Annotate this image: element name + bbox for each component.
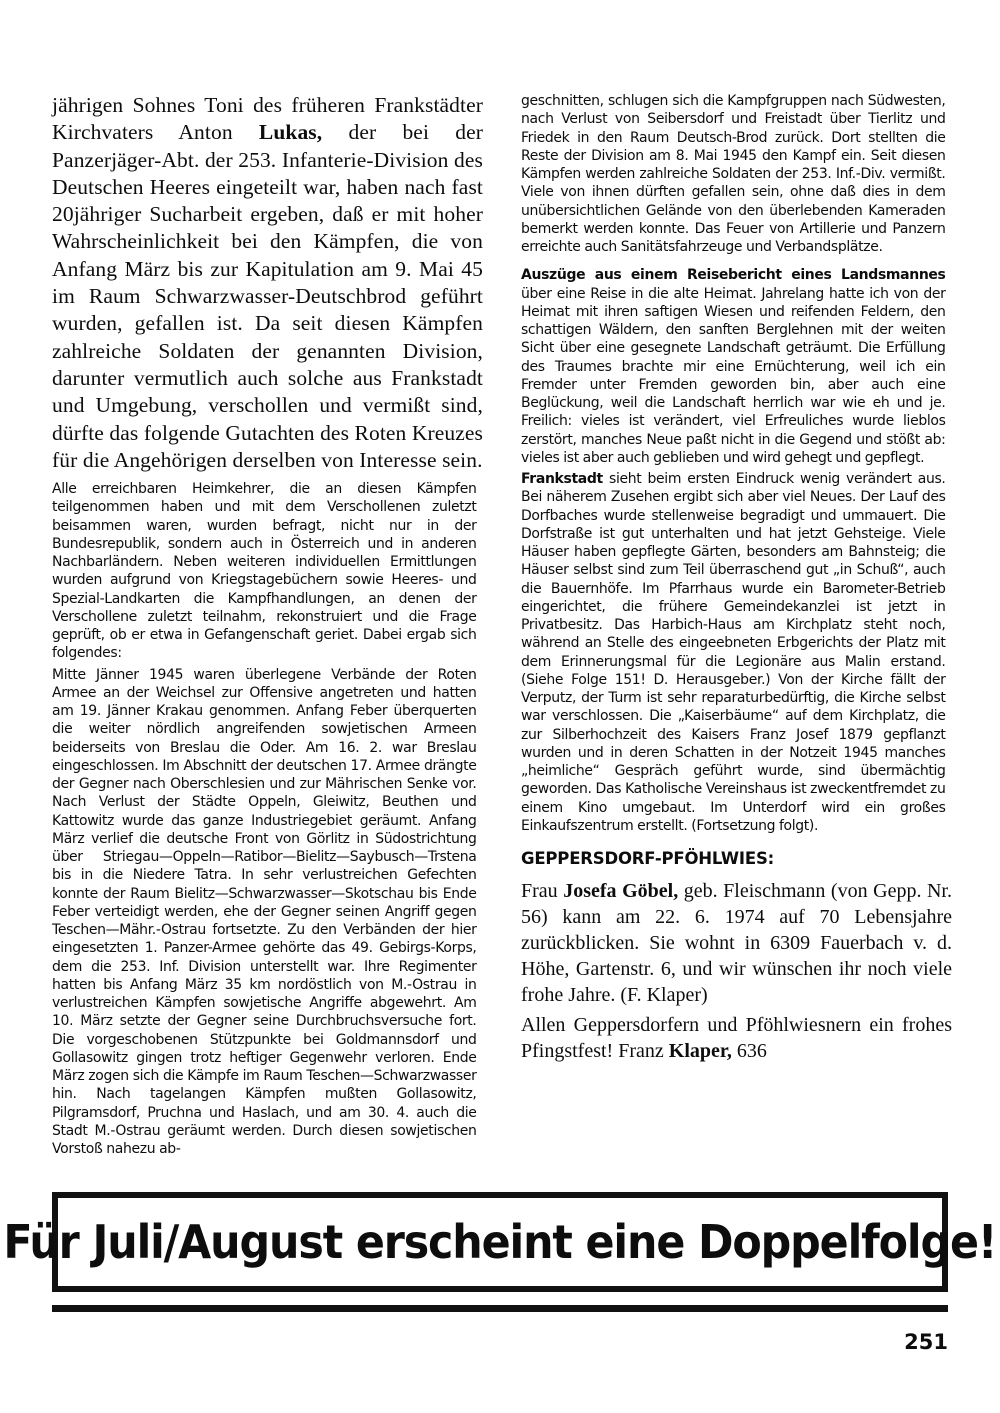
greeting-suffix: 636 bbox=[731, 1040, 767, 1062]
left-column bbox=[52, 92, 483, 1161]
left-paragraph-2: Alle erreichbaren Heimkehrer, die an diesen Kämpfen teilgenommen haben und mit dem Verschollenen zuletzt beisammen waren, wurden befragt, nicht nur in der Bundesrepublik, sondern auch in Österreich und in anderen Nachbarländern. Neben weiteren individuellen Ermittlungen wurden aufgrund von Kriegstagebüchern sowie Heeres- und Spezial-Landkarten die Kampfhandlungen, an denen der Verschollene zuletzt teilnahm, rekonstruiert und die Frage geprüft, ob er etwa in Gefangenschaft geriet. Dabei ergab sich folgendes: bbox=[52, 481, 477, 662]
announcement-banner bbox=[3, 1192, 997, 1292]
right-column bbox=[521, 92, 952, 1161]
left-paragraph-3: Mitte Jänner 1945 waren überlegene Verbände der Roten Armee an der Weichsel zur Offensive angetreten und hatten am 19. Jänner Krakau genommen. Anfang Feber überquerten die weiter nördlich angreifenden sowjetischen Armeen beiderseits von Breslau die Oder. Am 16. 2. war Breslau eingeschlossen. Im Abschnitt der deutschen 17. Armee drängte der Gegner nach Oberschlesien und zur Mährischen Senke vor. Nach Verlust der Städte Oppeln, Gleiwitz, Beuthen und Kattowitz wurde das ganze Industriegebiet geräumt. Anfang März verlief die deutsche Front von Görlitz in Südostrichtung über Striegau—Oppeln—Ratibor—Bielitz—Saybusch—Trstena bis in die Niedere Tatra. In sehr verlustreichen Gefechten konnte der Raum Bielitz—Schwarzwasser—Skotschau bis Ende Feber verteidigt werden, ehe der Gegner seinen Angriff gegen Teschen—Mähr.-Ostrau fortsetzte. Zu den Verbänden der hier eingesetzten 1. Panzer-Armee gehörte das 49. Gebirgs-Korps, dem die 253. Inf. Division unterstellt war. Ihre Regimenter hatten bis Anfang März 35 km nordöstlich von M.-Ostrau in verlustreichen Kämpfen sowjetische Angriffe abgewehrt. Am 10. März setzte der Gegner seine Durchbruchsversuche fort. Die vorgeschobenen Stützpunkte bei Goldmannsdorf und Gollasowitz gingen trotz heftiger Gegenwehr verloren. Ende März zogen sich die Kämpfe im Raum Teschen—Schwarzwasser hin. Nach tagelangen Kämpfen mußten Gollasowitz, Pilgramsdorf, Pruchna und Haslach, und am 30. 4. auch die Stadt M.-Ostrau geräumt werden. Durch diesen sowjetischen Vorstoß nahezu ab- bbox=[52, 666, 477, 1158]
right-paragraph-1: geschnitten, schlugen sich die Kampfgruppen nach Südwesten, nach Verlust von Seibersdorf und Freistadt über Tierlitz und Friedek in den Raum Deutsch-Brod zurück. Dort stellten die Reste der Division am 8. Mai 1945 den Kampf ein. Seit diesen Kämpfen werden zahlreiche Soldaten der 253. Inf.-Div. vermißt. Viele von ihnen dürften gefallen sein, ohne daß dies in dem unübersichtlichen Gelände von den überlebenden Kameraden bemerkt werden konnte. Das Feuer von Artillerie und Panzern erreichte auch Sanitätsfahrzeuge und Verbandsplätze. bbox=[521, 93, 946, 255]
lead-paragraph bbox=[52, 92, 483, 474]
banner-text: Für Juli/August erscheint eine Doppelfolge! bbox=[3, 1215, 997, 1269]
greeting-text: Allen Geppersdorfern und Pföhlwiesnern ein frohes Pfingstfest! Franz bbox=[521, 1014, 952, 1062]
frankstadt-text: sieht beim ersten Eindruck wenig verändert aus. Bei näherem Zusehen ergibt sich aber viel Neues. Der Lauf des Dorfbaches wurde stellenweise begradigt und ummauert. Die Dorfstraße ist gut unterhalten und hat jetzt Gehsteige. Viele Häuser haben gepflegte Gärten, besonders am Bahnsteig; die Häuser selbst sind zum Teil überraschend gut „in Schuß“, auch die Bauernhöfe. Im Pfarrhaus wurde ein Barometer-Betrieb eingerichtet, die frühere Gemeindekanzlei ist jetzt in Privatbesitz. Das Harbich-Haus am Kirchplatz steht noch, während an Stelle des eingeebneten Erbgerichts der Platz mit dem Erinnerungsmal für die Legionäre aus Malin erstand. (Siehe Folge 151! D. Herausgeber.) Von der Kirche fällt der Verputz, der Turm ist sehr reparaturbedürftig, die Kirche selbst war verschlossen. Die „Kaiserbäume“ auf dem Kirchplatz, die zur Silberhochzeit des Kaisers Franz Josef 1879 gepflanzt wurden und in deren Schatten in der Notzeit 1945 manches „heimliche“ Gespräch geführt wurde, sind übermächtig geworden. Das Katholische Vereinshaus ist zweckentfremdet zu einem Kino umgebaut. Im Unterdorf wird ein großes Einkaufszentrum erstellt. (Fortsetzung folgt). bbox=[521, 471, 946, 834]
travel-report-paragraph bbox=[521, 266, 946, 467]
notice-body: geb. Fleischmann (von Gepp. Nr. 56) kann am 22. 6. 1974 auf 70 Lebensjahre zurückblicken. Sie wohnt in 6309 Fauerbach v. d. Höhe, Gartenstr. 6, und wir wünschen ihr noch viele frohe Jahre. (F. Klaper) bbox=[521, 880, 952, 1006]
spacer bbox=[521, 259, 952, 266]
travel-report-text: über eine Reise in die alte Heimat. Jahrelang hatte ich von der Heimat mit ihren saftigen Wiesen und reifenden Feldern, den schattigen Wäldern, den sanften Berglehnen mit der weiten Sicht über eine gesegnete Landschaft geträumt. Die Erfüllung des Traumes brachte mir eine Ernüchterung, weil ich ein Fremder unter Fremden geworden bin, aber auch eine Beglückung, weil die Landschaft herrlich war wie eh und je. Freilich: vieles ist verändert, viel Erfreuliches wurde lieblos zerstört, manches Neue paßt nicht in die Gegend und stößt ab: vieles ist aber auch geblieben und wird gehegt und gepflegt. bbox=[521, 285, 946, 466]
page-number: 251 bbox=[904, 1330, 948, 1354]
notice-prefix: Frau bbox=[521, 880, 564, 902]
greeting-signer-name: Klaper, bbox=[668, 1040, 732, 1062]
two-column-layout bbox=[52, 92, 952, 1161]
lead-text-part2: der bei der Panzerjäger-Abt. der 253. Infanterie-Division des Deutschen Heeres eingeteilt war, haben nach fast 20jähriger Sucharbeit ergeben, daß er mit hoher Wahrscheinlichkeit bei den Kämpfen, die von Anfang März bis zur Kapitulation am 9. Mai 45 im Raum Schwarzwasser-Deutschbrod geführt wurden, gefallen ist. Da seit diesen Kämpfen zahlreiche Soldaten der genannten Division, darunter vermutlich auch solche aus Frankstadt und Umgebung, verschollen und vermißt sind, dürfte das folgende Gutachten des Roten Kreuzes für die Angehörigen derselben von Interesse sein. bbox=[52, 120, 484, 472]
bottom-rule bbox=[52, 1305, 948, 1312]
lead-text-part1: jährigen Sohnes Toni des früheren Frankstädter Kirchvaters Anton bbox=[52, 93, 483, 145]
section-heading-geppersdorf: GEPPERSDORF-PFÖHLWIES: bbox=[521, 849, 775, 868]
frankstadt-paragraph bbox=[521, 470, 946, 835]
notice-person-name: Josefa Göbel, bbox=[563, 880, 679, 902]
birthday-notice bbox=[521, 878, 952, 1008]
greeting-notice bbox=[521, 1012, 952, 1064]
banner-box bbox=[3, 1192, 997, 1292]
frankstadt-lead-in: Frankstadt bbox=[521, 471, 603, 487]
lead-name-lukas: Lukas, bbox=[258, 120, 323, 145]
travel-report-lead-in: Auszüge aus einem Reisebericht eines Landsmannes bbox=[521, 267, 946, 284]
